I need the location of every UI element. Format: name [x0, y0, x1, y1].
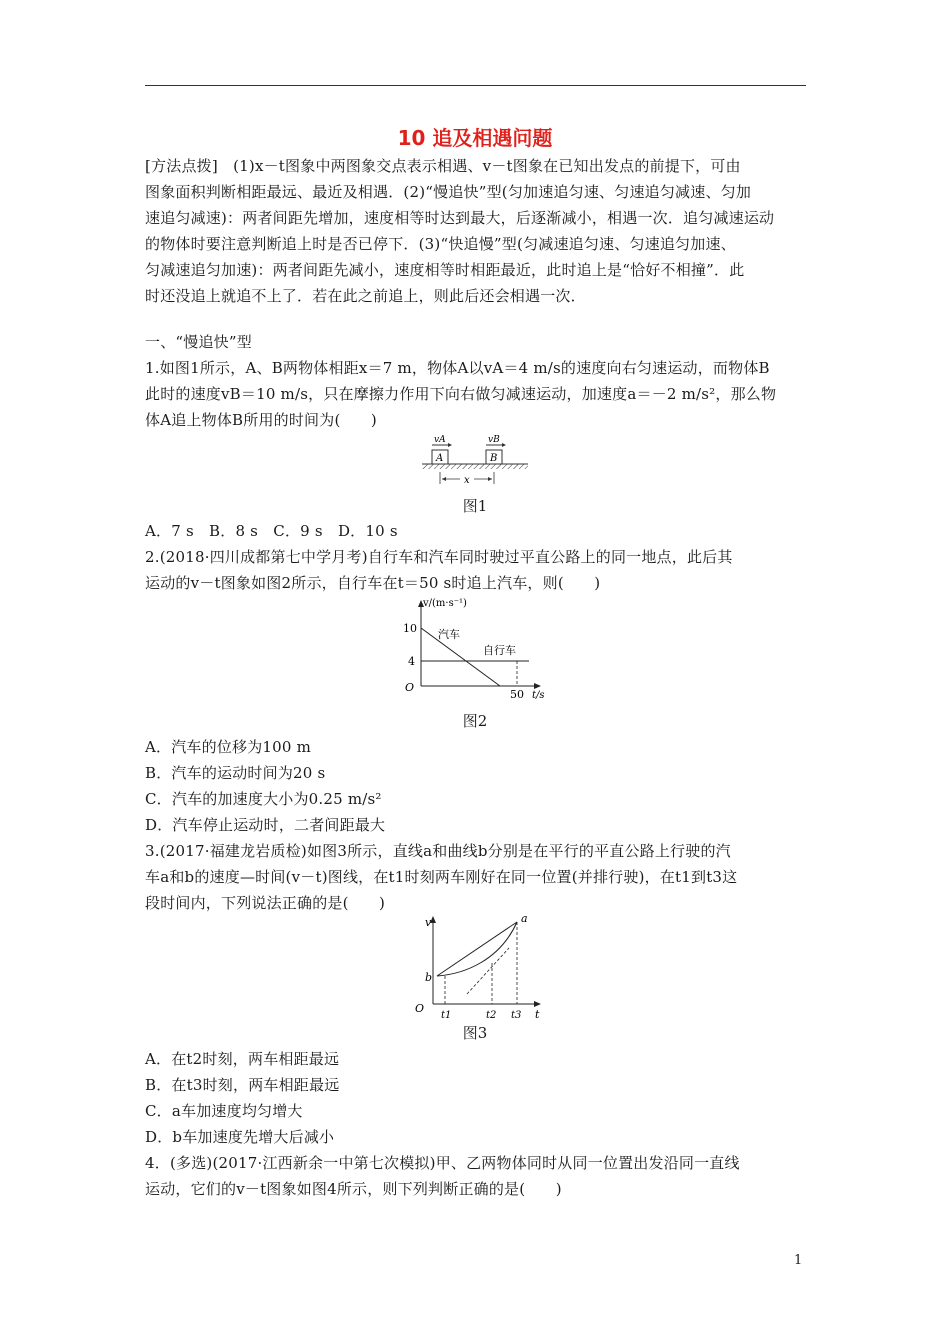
question-1-line: 此时的速度vB＝10 m/s，只在摩擦力作用下向右做匀减速运动，加速度a＝－2 m/s²，那么物 — [145, 385, 777, 403]
question-2-option-d: D．汽车停止运动时，二者间距最大 — [145, 816, 386, 834]
t2-label: t2 — [486, 1010, 497, 1018]
question-1-line: 1.如图1所示，A、B两物体相距x＝7 m，物体A以vA＝4 m/s的速度向右匀速运动，而物体B — [145, 359, 770, 377]
method-line: 图象面积判断相距最远、最近及相遇．(2)“慢追快”型(匀加速追匀速、匀速追匀减速、匀加 — [145, 183, 752, 201]
y-tick-10: 10 — [403, 622, 417, 635]
car-line — [421, 628, 500, 686]
question-2-option-a: A．汽车的位移为100 m — [145, 738, 312, 756]
question-1-options: A．7 s B．8 s C．9 s D．10 s — [145, 522, 398, 540]
page-number: 1 — [794, 1253, 803, 1268]
question-2-option-c: C．汽车的加速度大小为0.25 m/s² — [145, 790, 382, 808]
block-b-label: B — [490, 453, 498, 464]
tangent-line — [467, 948, 509, 994]
question-4-line: 4．(多选)(2017·江西新余一中第七次模拟)甲、乙两物体同时从同一位置出发沿同一直线 — [145, 1154, 740, 1172]
bike-label: 自行车 — [483, 644, 516, 657]
t3-label: t3 — [511, 1010, 522, 1018]
page-title: 10 追及相遇问题 — [397, 126, 553, 150]
y-axis-label: v/(m·s⁻¹) — [423, 598, 467, 609]
method-line: 的物体时要注意判断追上时是否已停下．(3)“快追慢”型(匀减速追匀速、匀速追匀加速、 — [145, 235, 736, 253]
t-axis-label: t — [535, 1008, 540, 1018]
question-3-line: 车a和b的速度—时间(v－t)图线，在t1时刻两车刚好在同一位置(并排行驶)，在t1到t3这 — [145, 868, 738, 886]
figure-1-blocks — [420, 432, 532, 488]
method-line: [方法点拨] (1)x－t图象中两图象交点表示相遇、v－t图象在已知出发点的前提下，可由 — [145, 157, 741, 175]
question-2-line: 运动的v－t图象如图2所示，自行车在t＝50 s时追上汽车，则( ) — [145, 574, 601, 592]
question-3-line: 3.(2017·福建龙岩质检)如图3所示，直线a和曲线b分别是在平行的平直公路上行驶的汽 — [145, 842, 731, 860]
question-2-line: 2.(2018·四川成都第七中学月考)自行车和汽车同时驶过平直公路上的同一地点，此后其 — [145, 548, 733, 566]
distance-label: x — [464, 475, 470, 486]
figure-2-caption: 图2 — [462, 712, 488, 730]
question-3-option-c: C．a车加速度均匀增大 — [145, 1102, 303, 1120]
question-3-option-a: A．在t2时刻，两车相距最远 — [145, 1050, 340, 1068]
t1-label: t1 — [441, 1010, 452, 1018]
v-axis-label: v — [425, 916, 432, 929]
figure-1-caption: 图1 — [462, 497, 488, 515]
curve-b-label: b — [425, 971, 433, 984]
vb-label: vB — [488, 435, 500, 445]
method-line: 时还没追上就追不上了．若在此之前追上，则此后还会相遇一次． — [145, 287, 586, 305]
block-a-label: A — [436, 453, 444, 464]
question-1-line: 体A追上物体B所用的时间为( ) — [145, 411, 377, 429]
y-tick-4: 4 — [408, 655, 415, 668]
figure-3-vt-graph — [405, 908, 545, 1018]
section-heading: 一、“慢追快”型 — [145, 333, 252, 351]
ground — [422, 464, 528, 469]
va-label: vA — [434, 435, 446, 445]
question-3-option-b: B．在t3时刻，两车相距最远 — [145, 1076, 340, 1094]
method-line: 匀减速追匀加速)：两者间距先减小，速度相等时相距最近，此时追上是“恰好不相撞”．此 — [145, 261, 745, 279]
question-4-line: 运动，它们的v－t图象如图4所示，则下列判断正确的是( ) — [145, 1180, 562, 1198]
origin-label: O — [415, 1002, 425, 1015]
x-tick-50: 50 — [510, 688, 524, 701]
question-3-option-d: D．b车加速度先增大后减小 — [145, 1128, 335, 1146]
method-line: 速追匀减速)：两者间距先增加，速度相等时达到最大，后逐渐减小，相遇一次．追匀减速运动 — [145, 209, 775, 227]
figure-2-vt-graph — [395, 594, 555, 704]
line-a-label: a — [521, 912, 528, 925]
figure-3-caption: 图3 — [462, 1024, 488, 1042]
question-3-line: 段时间内，下列说法正确的是( ) — [145, 894, 386, 912]
origin-label: O — [405, 681, 415, 694]
x-axis-label: t/s — [532, 690, 545, 701]
line-a — [437, 922, 517, 976]
header-rule — [145, 85, 806, 86]
car-label: 汽车 — [438, 628, 460, 641]
question-2-option-b: B．汽车的运动时间为20 s — [145, 764, 326, 782]
